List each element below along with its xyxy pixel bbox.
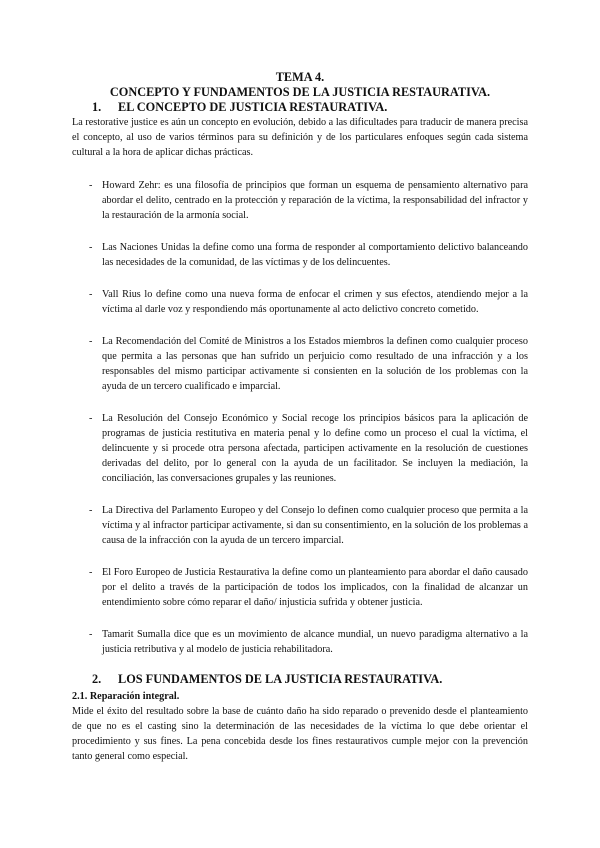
list-item (72, 411, 528, 486)
section-1-intro: La restorative justice es aún un concepto en evolución, debido a las dificultades para traducir de manera precisa el concepto, al uso de varios términos para su definición y de los particulares enfoques según cada sistema cultural a la hora de aplicar dichas prácticas. (72, 117, 528, 158)
bullet-dash: - (89, 413, 93, 424)
list-item-text: Vall Rius lo define como una nueva forma de enfocar el crimen y sus efectos, atendiendo mejor a la víctima al darle voz y respondiendo más oportunamente al acto delictivo concreto cometido. (102, 289, 528, 315)
section-1-number: 1. (92, 100, 102, 114)
section-2-heading (72, 672, 528, 687)
list-item (72, 627, 528, 657)
document-page (72, 70, 528, 764)
list-item-text: El Foro Europeo de Justicia Restaurativa la define como un planteamiento para abordar el daño causado por el delito a través de la participación de todos los implicados, con la finalidad de alcanzar un entendimiento sobre cómo reparar el daño/ injusticia sufrida y obtener justicia. (102, 567, 528, 608)
bullet-dash: - (89, 336, 93, 347)
list-item (72, 287, 528, 317)
bullet-dash: - (89, 505, 93, 516)
definitions-list (72, 178, 528, 657)
bullet-dash: - (89, 180, 93, 191)
bullet-dash: - (89, 242, 93, 253)
list-item-text: La Directiva del Parlamento Europeo y del Consejo lo definen como cualquier proceso que permita a la víctima y al infractor participar activamente, si dan su consentimiento, en la solución de los problemas a causa de la infracción con la ayuda de un tercero imparcial. (102, 505, 528, 546)
bullet-dash: - (89, 629, 93, 640)
list-item (72, 240, 528, 270)
bullet-dash: - (89, 289, 93, 300)
list-item (72, 334, 528, 394)
list-item (72, 565, 528, 610)
bullet-dash: - (89, 567, 93, 578)
list-item-text: Tamarit Sumalla dice que es un movimiento de alcance mundial, un nuevo paradigma alternativo a la justicia retributiva y al modelo de justicia rehabilitadora. (102, 629, 528, 655)
topic-number: TEMA 4. (275, 70, 325, 84)
list-item-text: La Recomendación del Comité de Ministros a los Estados miembros la definen como cualquier proceso que permita a las personas que han sufrido un perjuicio como resultado de una infracción y a los responsables del mismo participar activamente si consienten en la solución de los problemas con la ayuda de un tercero cualificado e imparcial. (102, 336, 528, 392)
section-1-heading (72, 100, 528, 115)
section-2-heading-text: LOS FUNDAMENTOS DE LA JUSTICIA RESTAURATIVA. (118, 672, 443, 686)
list-item (72, 503, 528, 548)
subsection-2-1-heading: 2.1. Reparación integral. (72, 691, 180, 702)
list-item-text: La Resolución del Consejo Económico y Social recoge los principios básicos para la aplicación de programas de justicia restitutiva en materia penal y lo define como un proceso el cual la víctima, el delincuente y si procede otra persona afectada, participen activamente en la resolución de cuestiones derivadas del delito, por lo general con la ayuda de un facilitador. Se incluyen la mediación, la conciliación, las conversaciones grupales y las reuniones. (102, 413, 528, 484)
list-item-text: Howard Zehr: es una filosofía de principios que forman un esquema de pensamiento alternativo para abordar el delito, centrado en la protección y reparación de la víctima, la responsabilidad del infractor y la restauración de la armonía social. (102, 180, 528, 221)
section-1-heading-text: EL CONCEPTO DE JUSTICIA RESTAURATIVA. (118, 100, 388, 114)
list-item-text: Las Naciones Unidas la define como una forma de responder al comportamiento delictivo balanceando las necesidades de la comunidad, de las víctimas y de los delincuentes. (102, 242, 528, 268)
subsection-2-1-text: Mide el éxito del resultado sobre la base de cuánto daño ha sido reparado o prevenido desde el planteamiento de que no es el casting sino la determinación de las necesidades de la víctima lo que debe orientar el procedimiento y sus fines. La pena concebida desde los fines restaurativos cumple mejor con la prevención tanto general como especial. (72, 706, 528, 762)
list-item (72, 178, 528, 223)
document-title: CONCEPTO Y FUNDAMENTOS DE LA JUSTICIA RESTAURATIVA. (109, 85, 491, 99)
section-2-number: 2. (92, 672, 102, 686)
